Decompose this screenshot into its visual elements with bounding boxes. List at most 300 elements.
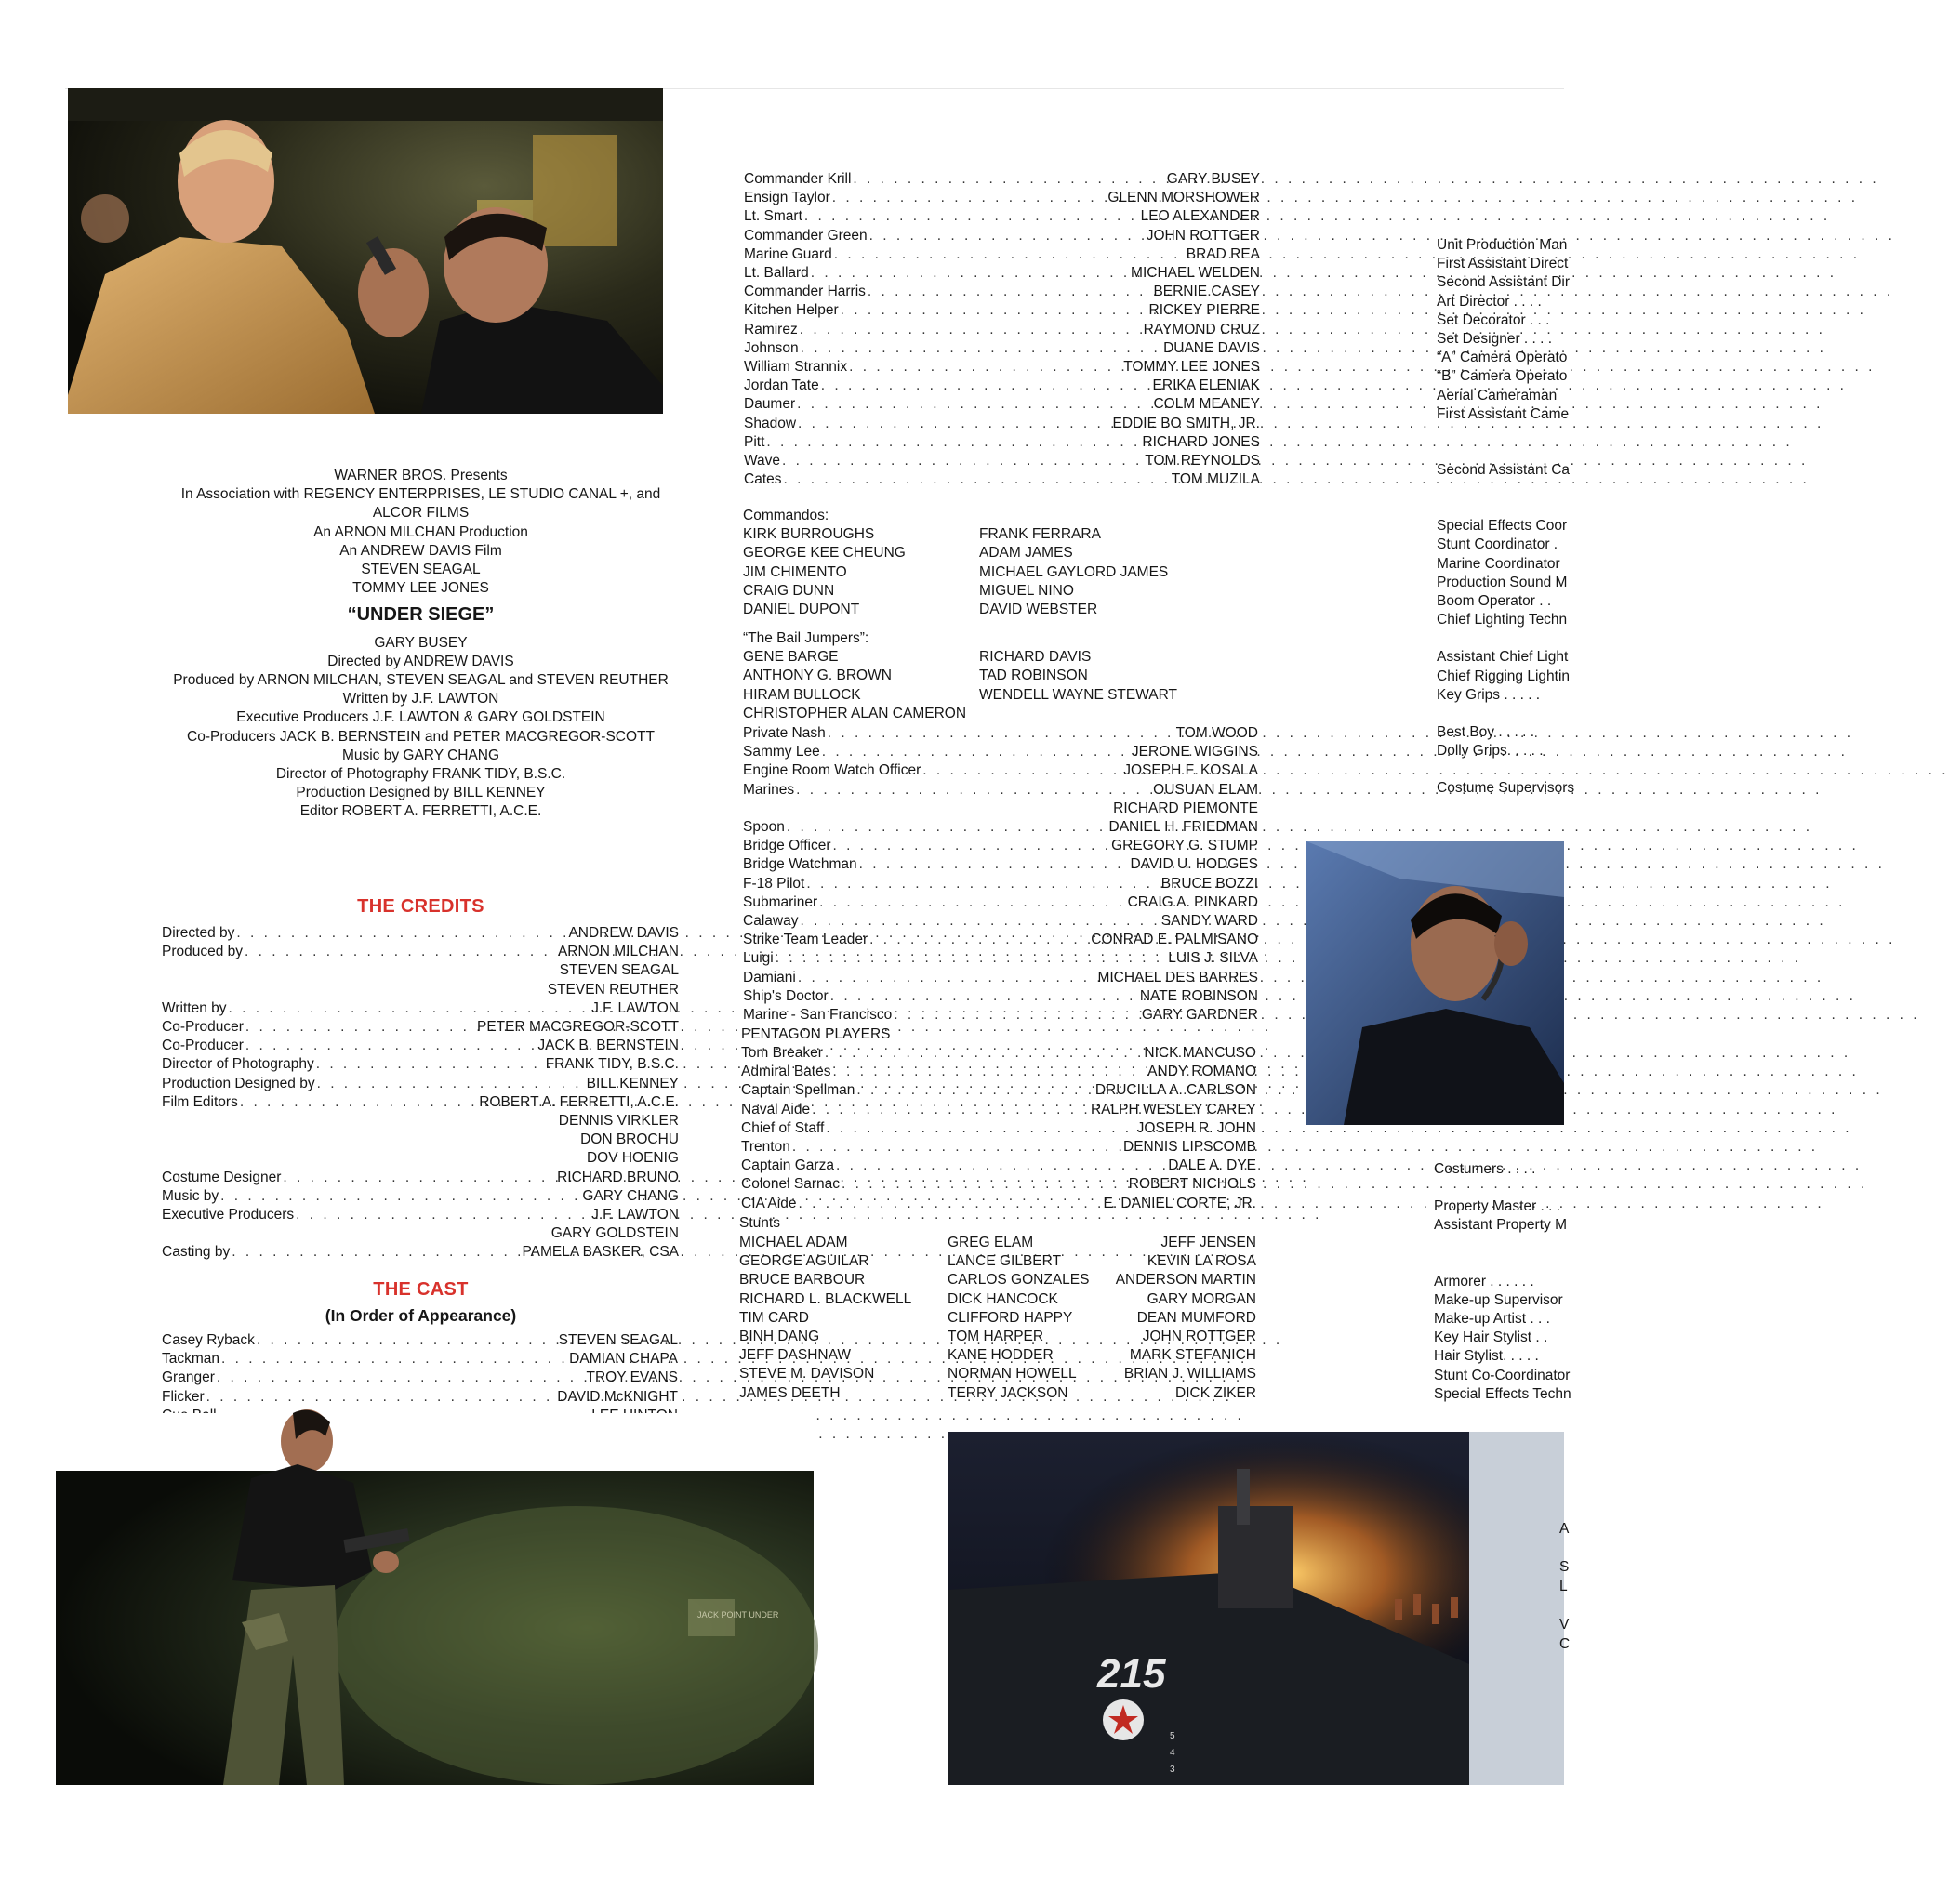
credit-role: Film Editors	[162, 1093, 238, 1110]
list-item: CARLOS GONZALES	[948, 1272, 1090, 1289]
presents-line: An ANDREW DAVIS Film	[339, 542, 502, 559]
credit-name: GARY GARDNER	[1141, 1007, 1258, 1024]
bail-col1	[743, 648, 979, 723]
cast-subheading: (In Order of Appearance)	[325, 1306, 517, 1325]
credit-name: TOM WOOD	[1175, 725, 1258, 741]
credit-row	[744, 170, 1260, 189]
credit-row	[743, 875, 1258, 893]
credit-row	[744, 452, 1260, 470]
credit-row	[744, 264, 1260, 283]
credit-row	[744, 470, 1260, 489]
dot-leader	[804, 875, 1160, 893]
edge-letter: C	[1559, 1636, 1571, 1652]
presents-line: ALCOR FILMS	[372, 505, 470, 522]
dot-leader	[798, 321, 1144, 339]
dot-leader	[866, 283, 1154, 301]
credit-name: BILL KENNEY	[586, 1075, 679, 1091]
list-item: Aerial Cameraman	[1437, 387, 1558, 403]
cast-continued-top	[744, 170, 1260, 489]
credit-name: JACK B. BERNSTEIN	[537, 1038, 679, 1054]
credit-row	[741, 1195, 1256, 1213]
credit-role: Produced by	[162, 944, 244, 960]
presents-line: Directed by ANDREW DAVIS	[327, 653, 514, 669]
credit-role: William Strannix	[744, 359, 848, 376]
list-item: BRUCE BARBOUR	[739, 1272, 866, 1289]
ship-digit: 5	[1170, 1731, 1175, 1741]
credit-name: RICKEY PIERRE	[1148, 302, 1260, 319]
crew-column-right-lower	[1434, 1160, 1571, 1411]
list-item: TOM HARPER	[948, 1329, 1044, 1345]
list-item: CLIFFORD HAPPY	[948, 1309, 1073, 1326]
credit-row	[741, 1063, 1256, 1081]
list-item: First Assistant Came	[1437, 405, 1570, 422]
credit-row	[743, 743, 1258, 761]
credit-role: Admiral Bates	[741, 1064, 831, 1080]
list-item: CRAIG DUNN	[743, 582, 835, 599]
list-item: GREG ELAM	[948, 1235, 1034, 1250]
credits-list	[162, 924, 679, 1263]
credit-name: OUSUAN ELAM	[1153, 781, 1258, 798]
dot-leader	[780, 452, 1145, 470]
credit-row	[162, 1243, 679, 1262]
credit-name: LEO ALEXANDER	[1140, 208, 1260, 225]
list-item: JAMES DEETH	[739, 1384, 841, 1401]
list-item: DANIEL DUPONT	[743, 602, 860, 618]
presents-line: Executive Producers J.F. LAWTON & GARY GOLDSTEIN	[236, 709, 605, 726]
stunts-label: Stunts	[739, 1215, 780, 1231]
list-item: “A” Camera Operato	[1437, 350, 1568, 366]
credit-row	[744, 321, 1260, 339]
dot-leader	[281, 1169, 557, 1187]
list-item: CHRISTOPHER ALAN CAMERON	[743, 705, 967, 721]
list-item: “B” Camera Operato	[1437, 368, 1568, 385]
dot-leader	[830, 189, 1108, 207]
credit-role: Music by	[162, 1187, 219, 1204]
credit-role: Luigi	[743, 950, 774, 967]
dot-leader	[790, 1138, 1123, 1157]
credit-row	[743, 837, 1258, 855]
credit-name: BERNIE CASEY	[1153, 284, 1260, 300]
credit-role: Marine - San Francisco	[743, 1007, 893, 1024]
credit-name: NATE ROBINSON	[1139, 987, 1258, 1004]
credit-row	[744, 433, 1260, 452]
credit-name: DAVID McKNIGHT	[557, 1388, 678, 1405]
list-item: Special Effects Techn	[1434, 1385, 1571, 1402]
stunts-col3	[1111, 1234, 1256, 1403]
credit-role: Engine Room Watch Officer	[743, 762, 921, 779]
credit-role: Strike Team Leader	[743, 932, 868, 948]
list-item: Stunt Coordinator .	[1437, 536, 1558, 553]
submarine-hull-number: 215	[1097, 1651, 1166, 1697]
dot-leader	[243, 943, 558, 961]
credit-name: DALE A. DYE	[1168, 1157, 1256, 1174]
list-item: MIGUEL NINO	[979, 582, 1074, 599]
dot-leader	[244, 1018, 477, 1037]
dot-leader	[255, 1331, 559, 1350]
stunts-grid	[739, 1234, 1256, 1403]
dot-leader	[774, 949, 1168, 968]
credit-row	[743, 912, 1258, 931]
credit-name: RALPH WESLEY CAREY	[1090, 1101, 1256, 1117]
credit-name-continued: GARY GOLDSTEIN	[550, 1225, 679, 1242]
credit-row	[162, 1206, 679, 1224]
dot-leader	[892, 1006, 1142, 1025]
credit-row	[741, 1138, 1256, 1157]
credit-row	[162, 1350, 678, 1368]
dot-leader	[315, 1075, 587, 1093]
credit-role: Captain Spellman	[741, 1082, 855, 1099]
credit-role: Submariner	[743, 893, 818, 910]
photo-control-room-confrontation	[68, 88, 663, 414]
credit-name: RICHARD BRUNO	[557, 1169, 679, 1185]
credit-role: Pitt	[744, 433, 765, 450]
list-item: WENDELL WAYNE STEWART	[979, 686, 1178, 703]
credit-name: STEVEN SEAGAL	[558, 1332, 678, 1348]
credit-role: Co-Producer	[162, 1038, 244, 1054]
dot-leader	[839, 301, 1149, 320]
crew-group	[1437, 236, 1716, 424]
list-item: MICHAEL ADAM	[739, 1235, 848, 1250]
presents-line: Produced by ARNON MILCHAN, STEVEN SEAGAL and STEVEN REUTHER	[173, 672, 669, 689]
credit-role: Wave	[744, 453, 781, 469]
credit-row	[743, 949, 1258, 968]
credit-name: GARY BUSEY	[1166, 171, 1260, 187]
presents-line: Director of Photography FRANK TIDY, B.S.C.	[275, 766, 566, 783]
credit-row	[162, 999, 679, 1018]
credit-role: Daumer	[744, 396, 796, 413]
credit-name: DAMIAN CHAPA	[569, 1351, 678, 1368]
credit-name: TROY EVANS	[586, 1369, 678, 1386]
credit-name: DUANE DAVIS	[1163, 339, 1260, 356]
list-item: Special Effects Coor	[1437, 518, 1568, 535]
stunts-col1	[739, 1234, 948, 1403]
dot-leader	[847, 358, 1123, 377]
credit-row	[162, 1187, 679, 1206]
list-item: DICK ZIKER	[1175, 1384, 1256, 1401]
credit-role: Casey Ryback	[162, 1332, 255, 1348]
credit-name: TOMMY LEE JONES	[1123, 359, 1260, 376]
list-item: RICHARD L. BLACKWELL	[739, 1290, 912, 1307]
list-item: RICHARD DAVIS	[979, 649, 1092, 666]
dot-leader	[796, 969, 1098, 987]
dot-leader	[851, 170, 1166, 189]
credit-name-continued: DOV HOENIG	[586, 1150, 679, 1167]
presents-line: GARY BUSEY	[374, 634, 468, 651]
list-item: Key Grips . . . . .	[1437, 686, 1541, 703]
credit-row	[162, 1331, 678, 1350]
presents-line: An ARNON MILCHAN Production	[313, 523, 528, 540]
list-item: Second Assistant Dir	[1437, 274, 1571, 291]
credit-role: Commander Krill	[744, 171, 852, 187]
list-item: Chief Rigging Lightin	[1437, 668, 1571, 684]
dot-leader	[794, 781, 1153, 800]
dot-leader	[798, 912, 1160, 931]
dot-leader	[830, 1063, 1147, 1081]
dot-leader	[809, 264, 1131, 283]
credit-row	[743, 931, 1258, 949]
presents-line: Written by J.F. LAWTON	[342, 691, 499, 707]
list-item: Set Designer . . . .	[1437, 331, 1553, 348]
credit-role: Lt. Smart	[744, 208, 802, 225]
credit-name: JOHN ROTTGER	[1146, 227, 1260, 244]
credit-role: Marines	[743, 781, 795, 798]
credit-row	[744, 207, 1260, 226]
credit-row	[741, 1157, 1256, 1175]
credit-role: Tackman	[162, 1351, 220, 1368]
dot-leader	[824, 1119, 1136, 1138]
credit-role: Trenton	[741, 1139, 790, 1156]
credit-name: CRAIG A. PINKARD	[1127, 893, 1258, 910]
crew-group	[1437, 517, 1716, 629]
credit-name: MICHAEL DES BARRES	[1097, 969, 1258, 985]
film-title: “UNDER SIEGE”	[347, 604, 495, 626]
credit-role: Shadow	[744, 415, 797, 431]
credit-row	[741, 1044, 1256, 1063]
credit-name: FRANK TIDY, B.S.C.	[545, 1056, 679, 1073]
edge-letter: V	[1559, 1617, 1570, 1633]
list-item: NORMAN HOWELL	[948, 1366, 1077, 1382]
list-item: Unit Production Man	[1437, 237, 1568, 253]
list-item: KANE HODDER	[948, 1347, 1054, 1364]
credit-role: Spoon	[743, 819, 785, 836]
list-item: Production Sound M	[1437, 574, 1568, 590]
list-item: GARY MORGAN	[1147, 1290, 1256, 1307]
credit-row	[744, 395, 1260, 414]
dot-leader	[785, 818, 1109, 837]
credit-row	[743, 761, 1258, 780]
dot-leader	[802, 207, 1141, 226]
credit-name: ANDREW DAVIS	[568, 925, 679, 941]
dot-leader	[219, 1187, 582, 1206]
credit-role: Flicker	[162, 1388, 205, 1405]
bail-jumpers-section	[743, 629, 1264, 723]
dot-leader	[294, 1206, 591, 1224]
credit-row	[162, 1388, 678, 1407]
dot-leader	[832, 245, 1187, 264]
presents-line: Production Designed by BILL KENNEY	[296, 785, 546, 801]
commandos-col2	[979, 525, 1168, 619]
list-item: Costumers . . . .	[1434, 1161, 1536, 1177]
credit-role: Co-Producer	[162, 1019, 244, 1036]
list-item: Key Hair Stylist . .	[1434, 1329, 1548, 1346]
list-item: Second Assistant Ca	[1437, 462, 1571, 479]
credit-row	[744, 358, 1260, 377]
credit-name: J.F. LAWTON	[591, 999, 679, 1016]
credit-role: Naval Aide	[741, 1101, 811, 1117]
dot-leader	[234, 924, 568, 943]
credit-name: GLENN MORSHOWER	[1107, 190, 1260, 206]
credit-row	[162, 1018, 679, 1037]
dot-leader	[782, 470, 1172, 489]
credit-row	[162, 1093, 679, 1112]
list-item: Marine Coordinator	[1437, 555, 1560, 572]
ship-digit: 3	[1170, 1765, 1175, 1775]
credit-name: ANDY ROMANO	[1147, 1064, 1256, 1080]
credit-name-continued: DENNIS VIRKLER	[558, 1113, 679, 1130]
list-item: JOHN ROTTGER	[1142, 1329, 1256, 1345]
credit-name: JOSEPH F. KOSALA	[1123, 762, 1258, 779]
list-item: LANCE GILBERT	[948, 1253, 1062, 1270]
credit-name: CONRAD E. PALMISANO	[1091, 932, 1258, 948]
dot-leader	[817, 893, 1127, 912]
dot-leader	[215, 1368, 587, 1387]
list-item: Assistant Property M	[1434, 1217, 1567, 1234]
dot-leader	[830, 837, 1111, 855]
dot-leader	[855, 1081, 1094, 1100]
edge-letter: A	[1559, 1521, 1570, 1537]
list-item: Chief Lighting Techn	[1437, 612, 1568, 628]
credit-row	[741, 1101, 1256, 1119]
credit-row	[162, 1055, 679, 1074]
credit-name: PAMELA BASKER, CSA	[522, 1244, 679, 1261]
credit-role: Granger	[162, 1369, 215, 1386]
presents-line: Editor ROBERT A. FERRETTI, A.C.E.	[299, 803, 542, 820]
credit-name: JOSEPH R. JOHN	[1136, 1119, 1256, 1136]
crew-group	[1434, 1273, 1713, 1404]
dot-leader	[868, 227, 1147, 245]
photo-submarine-night	[948, 1432, 1564, 1785]
credit-row	[162, 1075, 679, 1093]
dot-leader	[921, 761, 1123, 780]
crew-group	[1434, 1160, 1713, 1179]
list-item: KEVIN LA ROSA	[1147, 1253, 1256, 1270]
list-item: Hair Stylist. . . . .	[1434, 1348, 1539, 1365]
credit-name: J.F. LAWTON	[591, 1207, 679, 1223]
credit-row	[743, 1006, 1258, 1025]
credit-name: ROBERT NICHOLS	[1128, 1176, 1256, 1193]
credit-row	[743, 818, 1258, 837]
credit-name: JERONE WIGGINS	[1131, 744, 1258, 760]
dot-leader	[834, 1157, 1168, 1175]
list-item: Make-up Artist . . .	[1434, 1311, 1550, 1328]
list-item: Make-up Supervisor	[1434, 1291, 1563, 1308]
list-item: Dolly Grips. . . . .	[1437, 743, 1544, 760]
presents-line: Co-Producers JACK B. BERNSTEIN and PETER MACGREGOR-SCOTT	[187, 728, 655, 745]
list-item: MARK STEFANICH	[1129, 1347, 1256, 1364]
credit-role: Written by	[162, 999, 227, 1016]
bail-jumpers-label: “The Bail Jumpers”:	[743, 630, 869, 646]
credit-role: Casting by	[162, 1244, 231, 1261]
commandos-col1	[743, 525, 979, 619]
jack-point-label: JACK POINT UNDER	[697, 1610, 779, 1620]
credit-role: Captain Garza	[741, 1157, 834, 1174]
credit-name: TOM MUZILA	[1171, 471, 1260, 488]
credit-name-continued: STEVEN REUTHER	[547, 981, 679, 998]
credit-row	[162, 1037, 679, 1055]
list-item: BINH DANG	[739, 1329, 820, 1345]
credit-name: MICHAEL WELDEN	[1131, 265, 1260, 282]
credit-row	[162, 1368, 678, 1387]
dot-leader	[829, 987, 1140, 1006]
credit-role: Kitchen Helper	[744, 302, 839, 319]
credit-name-continued: RICHARD PIEMONTE	[1113, 800, 1258, 816]
credit-role: Cates	[744, 471, 782, 488]
credit-row	[741, 1175, 1256, 1194]
dot-leader	[823, 1044, 1145, 1063]
credit-role: Costume Designer	[162, 1169, 282, 1185]
credit-name: RICHARD JONES	[1142, 433, 1260, 450]
credit-role: Lt. Ballard	[744, 265, 809, 282]
list-item: Stunt Co-Coordinator	[1434, 1367, 1571, 1383]
list-item: JEFF DASHNAW	[739, 1347, 851, 1364]
credit-role: Commander Harris	[744, 284, 866, 300]
dot-leader	[227, 999, 592, 1018]
credit-role: Ramirez	[744, 321, 798, 337]
list-item: Property Master . . .	[1434, 1198, 1561, 1215]
credit-name: GARY CHANG	[582, 1187, 679, 1204]
credit-name: PETER MACGREGOR-SCOTT	[476, 1019, 679, 1036]
credit-row	[744, 377, 1260, 395]
credit-name: GREGORY G. STUMP	[1111, 838, 1258, 854]
presents-line: WARNER BROS. Presents	[334, 468, 508, 483]
list-item: TERRY JACKSON	[948, 1384, 1068, 1401]
list-item: TAD ROBINSON	[979, 668, 1088, 684]
pentagon-label: PENTAGON PLAYERS	[741, 1026, 891, 1042]
credits-heading: THE CREDITS	[357, 896, 484, 917]
dot-leader	[314, 1055, 546, 1074]
dot-leader	[868, 931, 1091, 949]
list-item: STEVE M. DAVISON	[739, 1366, 875, 1382]
credit-name: COLM MEANEY	[1153, 396, 1260, 413]
credit-role: CIA Aide	[741, 1195, 797, 1211]
list-item: KIRK BURROUGHS	[743, 526, 875, 543]
crew-group	[1434, 1197, 1713, 1235]
credit-name: TOM REYNOLDS	[1145, 453, 1260, 469]
credit-row	[162, 1169, 679, 1187]
dot-leader	[820, 743, 1132, 761]
credit-role: Directed by	[162, 925, 235, 941]
credit-role: Director of Photography	[162, 1056, 314, 1073]
credit-row	[743, 987, 1258, 1006]
credit-role: Chief of Staff	[741, 1119, 825, 1136]
credit-row	[741, 1119, 1256, 1138]
dot-leader	[795, 395, 1153, 414]
right-edge-letters	[1559, 1519, 1570, 1654]
dot-leader	[826, 724, 1176, 743]
credit-role: Executive Producers	[162, 1207, 295, 1223]
credit-name: SANDY WARD	[1160, 913, 1258, 930]
credit-name: ARNON MILCHAN	[557, 944, 679, 960]
credit-role: Ship's Doctor	[743, 987, 829, 1004]
credit-name: DENNIS LIPSCOMB	[1123, 1139, 1256, 1156]
list-item: Set Decorator . . .	[1437, 311, 1550, 328]
credit-name: ERIKA ELENIAK	[1152, 377, 1260, 394]
credit-role: Bridge Watchman	[743, 856, 857, 873]
credit-row	[743, 893, 1258, 912]
presents-line: Music by GARY CHANG	[341, 747, 500, 763]
edge-letter: S	[1559, 1559, 1570, 1575]
list-item: Armorer . . . . . .	[1434, 1273, 1534, 1289]
dot-leader	[857, 855, 1131, 874]
credit-role: Ensign Taylor	[744, 190, 830, 206]
dot-leader	[819, 377, 1153, 395]
list-item: GEORGE AGUILAR	[739, 1253, 869, 1270]
credit-role: Colonel Sarnac	[741, 1176, 840, 1193]
list-item: Boom Operator . .	[1437, 593, 1552, 610]
credit-role: Calaway	[743, 913, 799, 930]
list-item: MICHAEL GAYLORD JAMES	[979, 563, 1169, 580]
bail-col2	[979, 648, 1177, 723]
list-item: HIRAM BULLOCK	[743, 686, 861, 703]
list-item: Assistant Chief Light	[1437, 649, 1569, 666]
photo-seagal-aircraft	[56, 1413, 814, 1785]
commandos-label: Commandos:	[743, 508, 829, 523]
crew-group	[1437, 723, 1716, 760]
credit-name: NICK MANCUSO	[1144, 1045, 1256, 1061]
dot-leader	[244, 1037, 538, 1055]
credit-role: F-18 Pilot	[743, 875, 805, 892]
credit-row	[744, 415, 1260, 433]
